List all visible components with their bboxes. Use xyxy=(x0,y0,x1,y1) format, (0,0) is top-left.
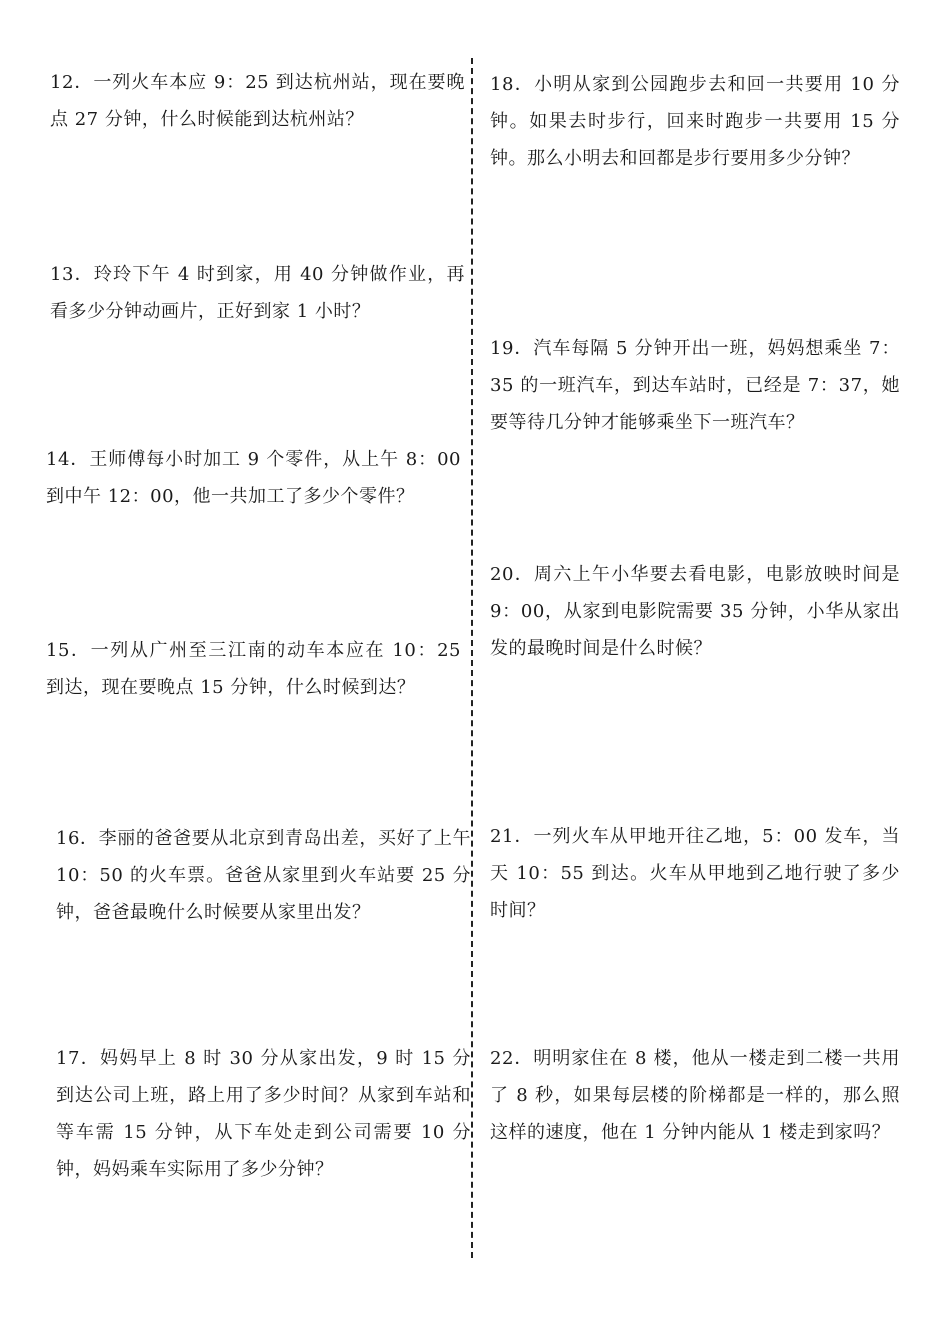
question-21: 21．一列火车从甲地开往乙地，5：00 发车，当天 10：55 到达。火车从甲地到乙地行驶了多少时间？ xyxy=(490,826,900,921)
question-19: 19．汽车每隔 5 分钟开出一班，妈妈想乘坐 7：35 的一班汽车，到达车站时，已经是 7：37，她要等待几分钟才能够乘坐下一班汽车？ xyxy=(490,338,900,433)
question-17: 17．妈妈早上 8 时 30 分从家出发，9 时 15 分到达公司上班，路上用了多少时间？从家到车站和等车需 15 分钟，从下车处走到公司需要 10 分钟，妈妈乘车实际用了多少分钟？ xyxy=(56,1048,471,1180)
column-divider xyxy=(471,58,473,1258)
question-16: 16．李丽的爸爸要从北京到青岛出差，买好了上午 10：50 的火车票。爸爸从家里到火车站要 25 分钟，爸爸最晚什么时候要从家里出发？ xyxy=(56,828,471,923)
question-18: 18．小明从家到公园跑步去和回一共要用 10 分钟。如果去时步行，回来时跑步一共要用 15 分钟。那么小明去和回都是步行要用多少分钟？ xyxy=(490,74,900,169)
question-20: 20．周六上午小华要去看电影，电影放映时间是 9：00，从家到电影院需要 35 分钟，小华从家出发的最晚时间是什么时候？ xyxy=(490,564,900,659)
question-14: 14．王师傅每小时加工 9 个零件，从上午 8：00 到中午 12：00，他一共加工了多少个零件？ xyxy=(46,449,461,507)
question-22: 22．明明家住在 8 楼，他从一楼走到二楼一共用了 8 秒，如果每层楼的阶梯都是一样的，那么照这样的速度，他在 1 分钟内能从 1 楼走到家吗？ xyxy=(490,1048,900,1143)
question-12: 12．一列火车本应 9：25 到达杭州站，现在要晚点 27 分钟，什么时候能到达杭州站？ xyxy=(50,72,465,130)
question-13: 13．玲玲下午 4 时到家，用 40 分钟做作业，再看多少分钟动画片，正好到家 1 小时？ xyxy=(50,264,465,322)
question-15: 15．一列从广州至三江南的动车本应在 10：25 到达，现在要晚点 15 分钟，什么时候到达？ xyxy=(46,640,461,698)
